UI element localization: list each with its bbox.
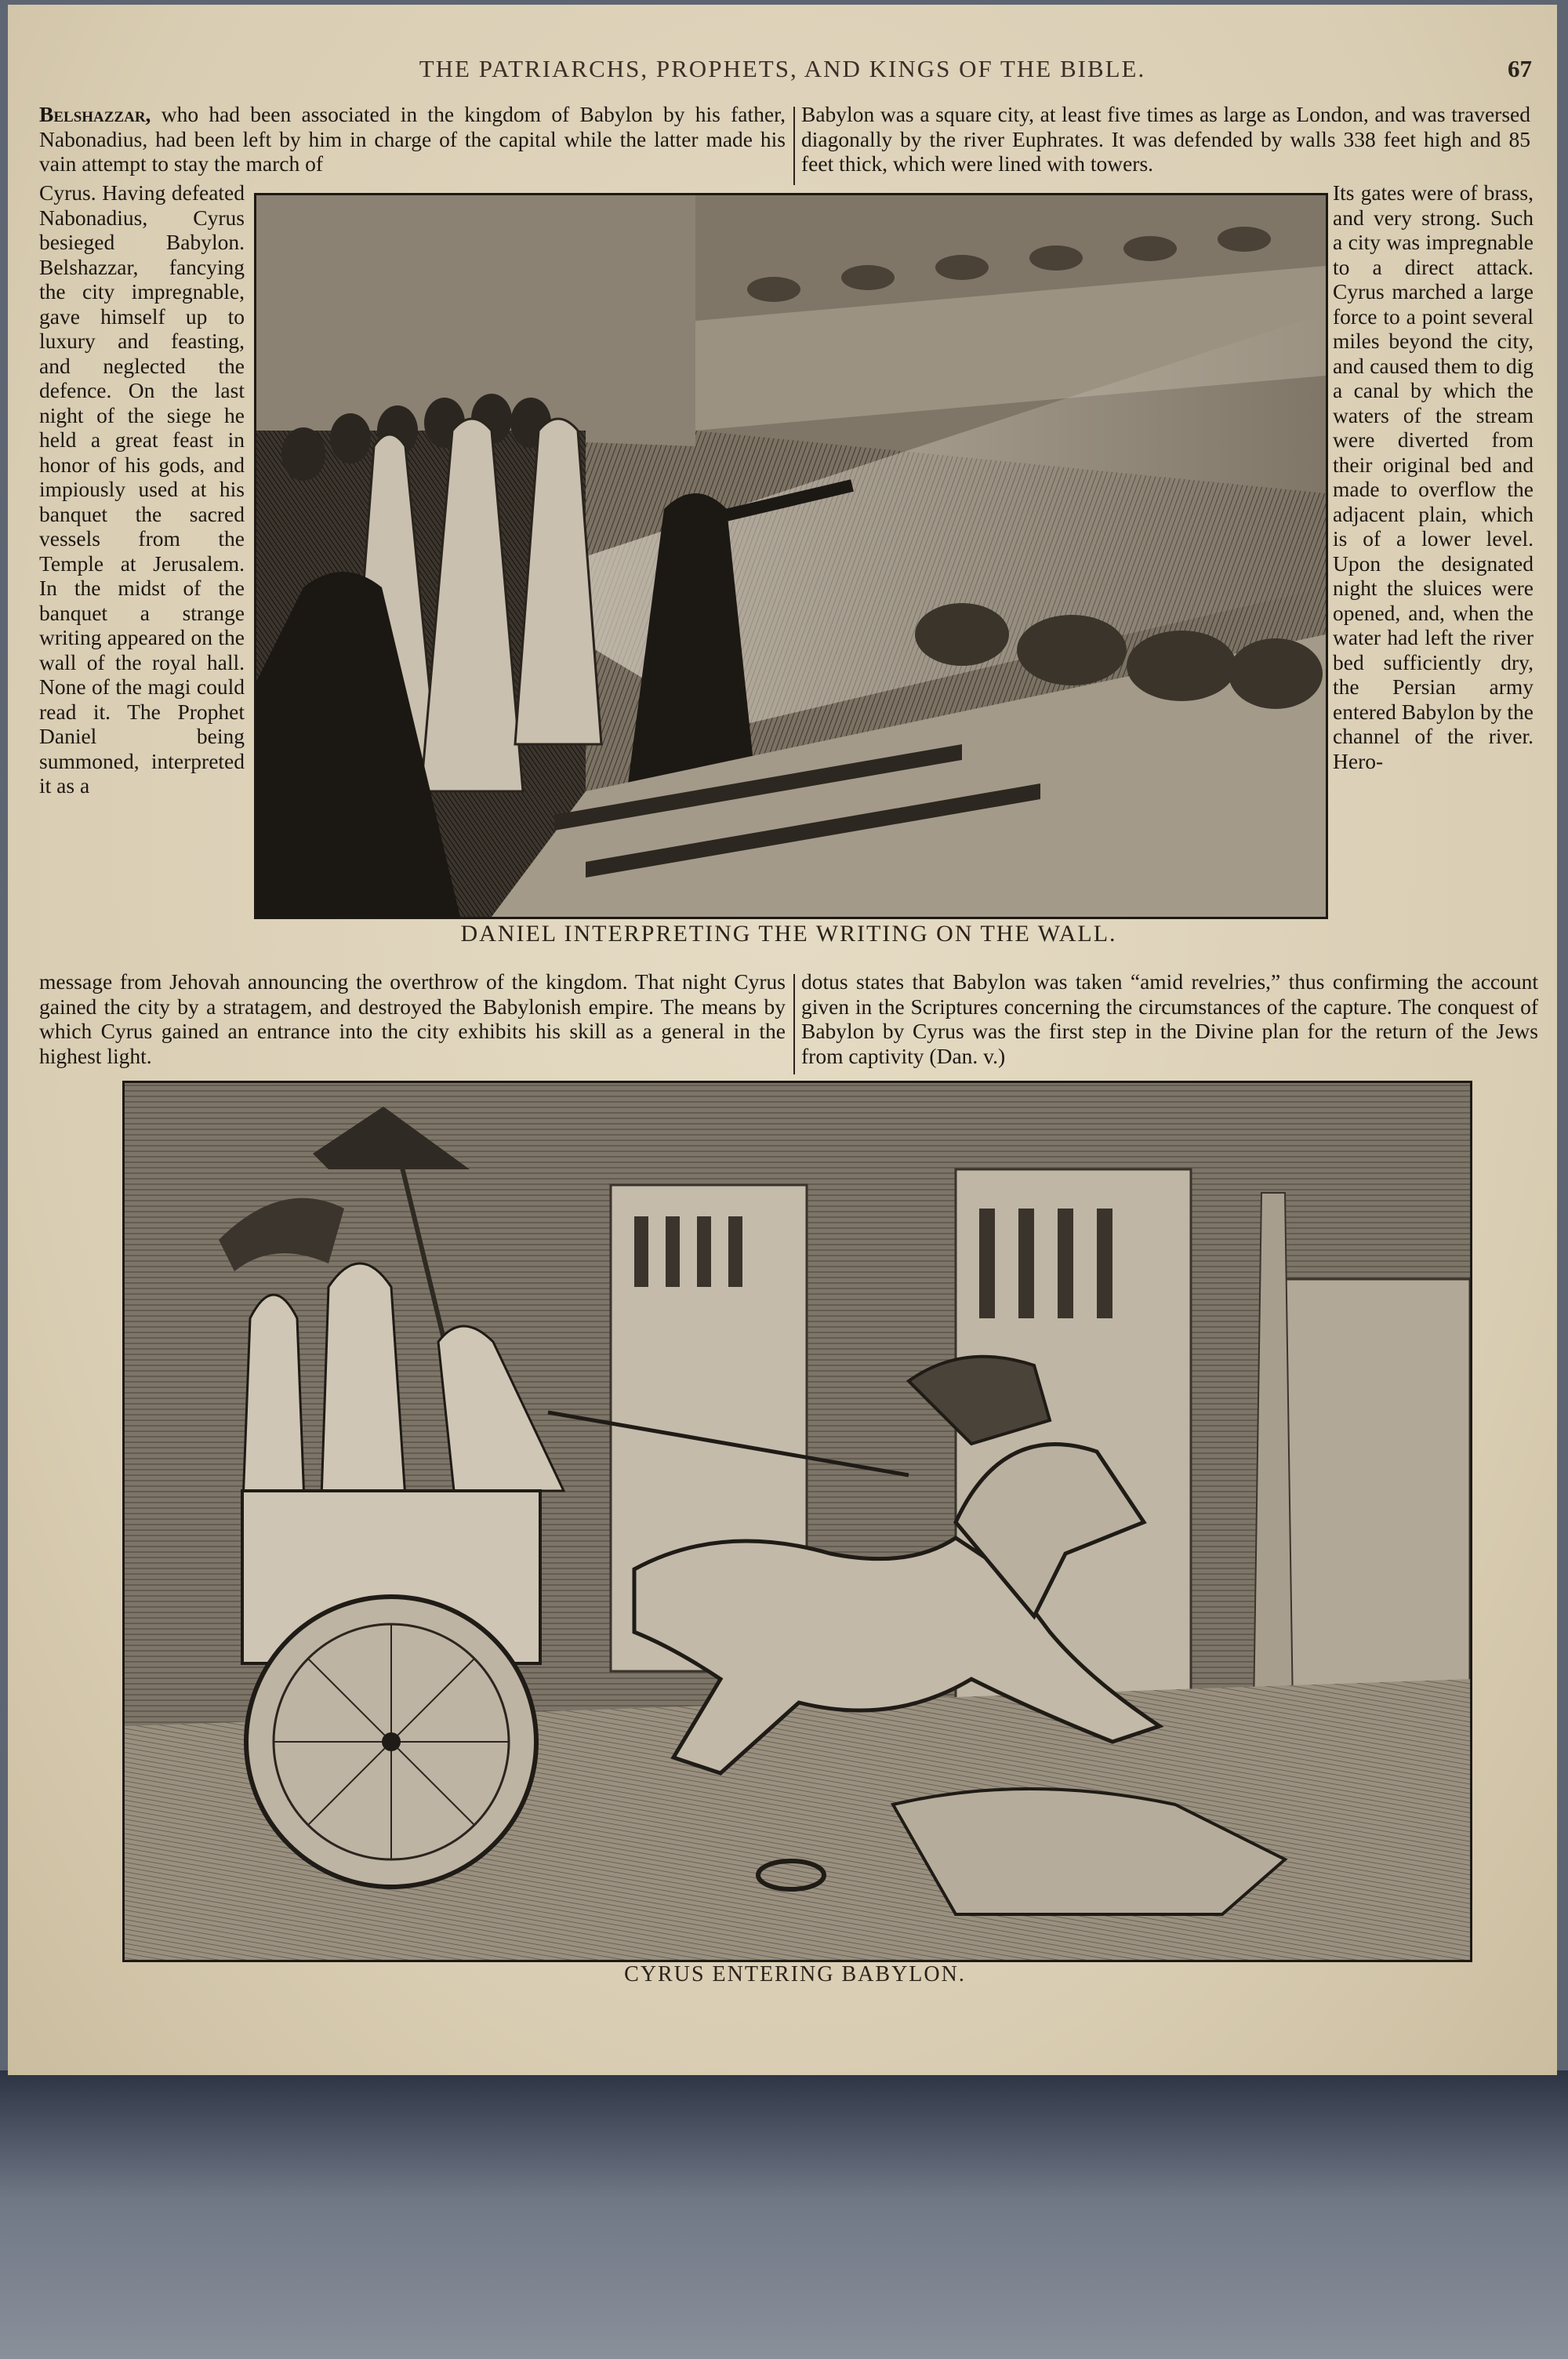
column-rule-top bbox=[793, 107, 795, 185]
lead-word: Belshazzar, bbox=[39, 102, 151, 126]
book-page bbox=[8, 5, 1557, 2075]
figure-cyrus-illustration bbox=[122, 1081, 1472, 1962]
left-column-text: Cyrus. Having defeated Nabonadius, Cyrus besieged Babylon. Belshazzar, fancying the city impregnable, gave himself up to luxury and feasting, and neglected the defence. On the last night of the siege he held a great feast in honor of his gods, and impiously used at his banquet the sacred vessels from the Temple at Jerusalem. In the midst of the banquet a strange writing appeared on the wall of the royal hall. None of the magi could read it. The Prophet Daniel being summoned, interpreted it as a bbox=[39, 180, 245, 798]
right-column-text: Its gates were of brass, and very strong. Such a city was impregnable to a direct attack. Cyrus marched a large force to a point several miles beyond the city, and caused them to dig a canal by which the waters of the stream were diverted from their original bed and made to overflow the adjacent plain, which is of a lower level. Upon the designated night the sluices were opened, and, when the water had left the river bed sufficiently dry, the Persian army entered Babylon by the channel of the river. Hero- bbox=[1333, 180, 1534, 773]
background-table bbox=[0, 2070, 1568, 2359]
bottom-right-text: dotus states that Babylon was taken “amid revelries,” thus confirming the account given in the Scriptures concerning the circumstances of the capture. The conquest of Babylon by Cyrus was the first step in the Divine plan for the return of the Jews from captivity (Dan. v.) bbox=[801, 969, 1538, 1068]
figure1-caption: DANIEL INTERPRETING THE WRITING ON THE WALL. bbox=[460, 921, 1117, 947]
figure-daniel-illustration bbox=[254, 193, 1328, 919]
engraving-cyrus bbox=[125, 1083, 1470, 1960]
page-number: 67 bbox=[1508, 55, 1532, 82]
engraving-daniel bbox=[256, 195, 1326, 917]
bottom-left-text: message from Jehovah announcing the overthrow of the kingdom. That night Cyrus gained the city by a stratagem, and destroyed the Babylonish empire. The means by which Cyrus gained an entrance into the city exhibits his skill as a general in the highest light. bbox=[39, 969, 786, 1068]
intro-left-text bbox=[39, 102, 786, 180]
running-head: THE PATRIARCHS, PROPHETS, AND KINGS OF THE BIBLE. bbox=[419, 55, 1146, 82]
figure2-caption: CYRUS ENTERING BABYLON. bbox=[624, 1962, 966, 1986]
column-rule-bottom bbox=[793, 974, 795, 1074]
intro-right-text: Babylon was a square city, at least five times as large as London, and was traversed diagonally by the river Euphrates. It was defended by walls 338 feet high and 85 feet thick, which were lined with towers. bbox=[801, 102, 1530, 176]
intro-left-body: who had been associated in the kingdom of Babylon by his father, Nabonadius, had been left by him in charge of the capital while the latter made his vain attempt to stay the march of bbox=[39, 102, 786, 176]
